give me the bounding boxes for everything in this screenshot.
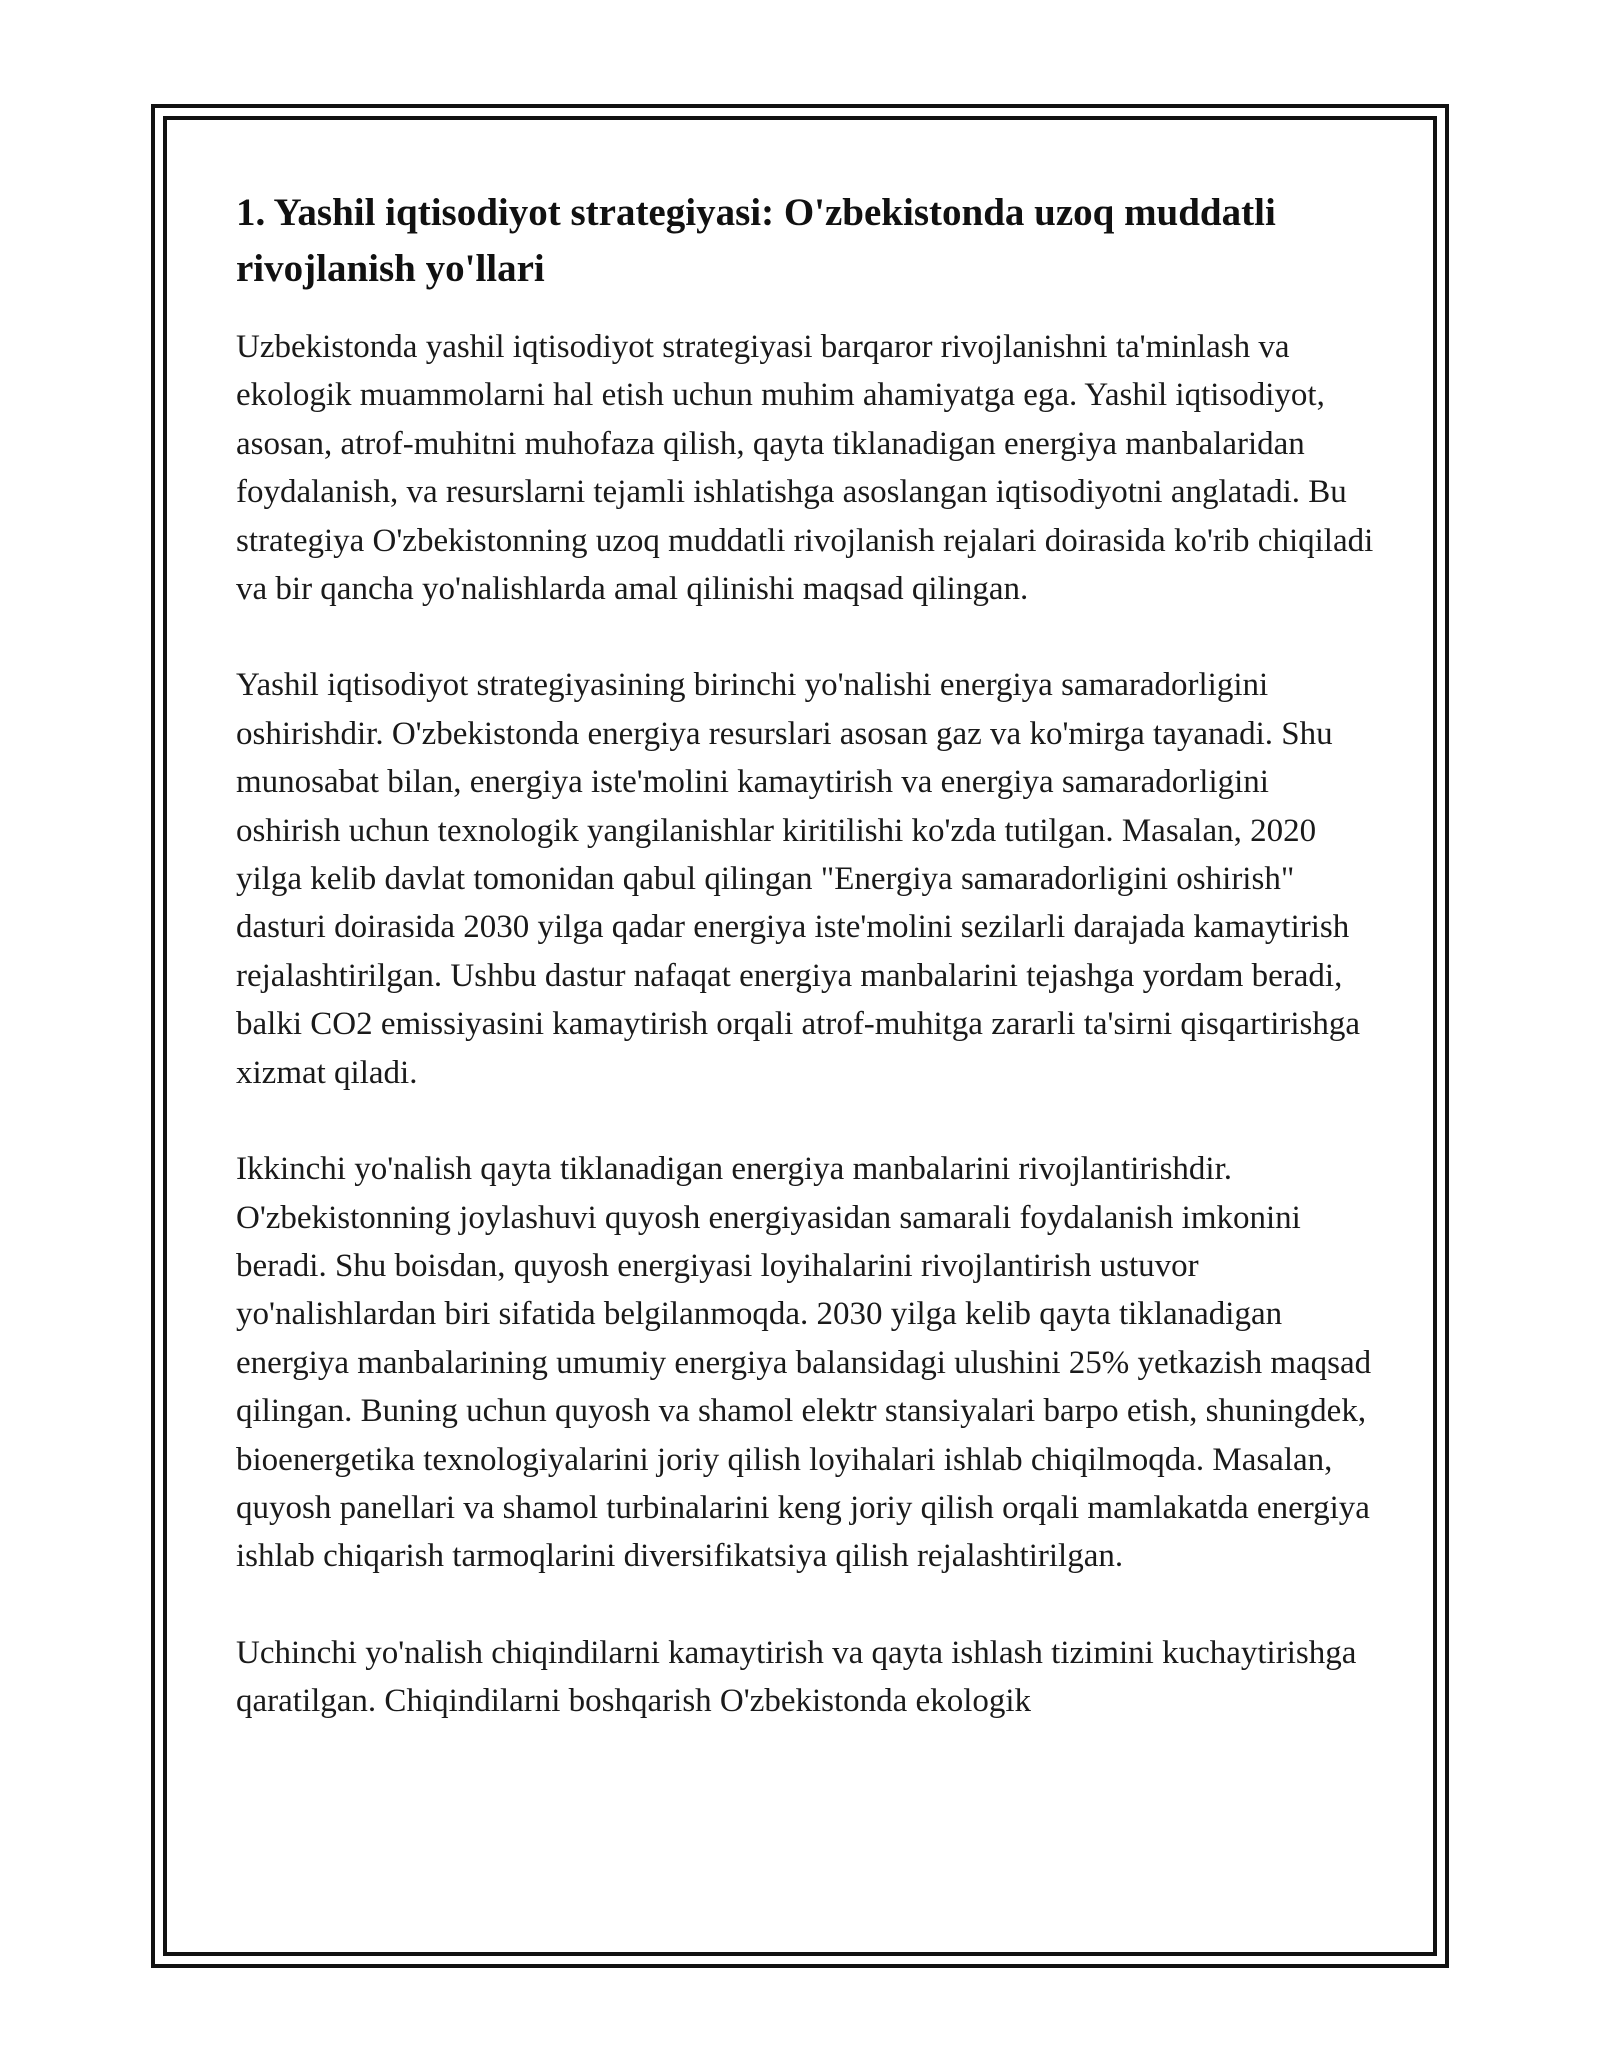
document-body bbox=[236, 185, 1376, 1774]
paragraph-renewable-energy: Ikkinchi yo'nalish qayta tiklanadigan energiya manbalarini rivojlantirishdir. O'zbekistonning joylashuvi quyosh energiyasidan samarali foydalanish imkonini beradi. Shu boisdan, quyosh energiyasi loyihalarini rivojlantirish ustuvor yo'nalishlardan biri sifatida belgilanmoqda. 2030 yilga kelib qayta tiklanadigan energiya manbalarining umumiy energiya balansidagi ulushini 25% yetkazish maqsad qilingan. Buning uchun quyosh va shamol elektr stansiyalari barpo etish, shuningdek, bioenergetika texnologiyalarini joriy qilish loyihalari ishlab chiqilmoqda. Masalan, quyosh panellari va shamol turbinalarini keng joriy qilish orqali mamlakatda energiya ishlab chiqarish tarmoqlarini diversifikatsiya qilish rejalashtirilgan. bbox=[236, 1151, 1372, 1575]
document-title: 1. Yashil iqtisodiyot strategiyasi: O'zbekistonda uzoq muddatli rivojlanish yo'llari bbox=[236, 191, 1276, 290]
paragraph-waste-management: Uchinchi yo'nalish chiqindilarni kamaytirish va qayta ishlash tizimini kuchaytirishga qaratilgan. Chiqindilarni boshqarish O'zbekistonda ekologik bbox=[236, 1634, 1357, 1720]
paragraph-introduction: Uzbekistonda yashil iqtisodiyot strategiyasi barqaror rivojlanishni ta'minlash va ekologik muammolarni hal etish uchun muhim ahamiyatga ega. Yashil iqtisodiyot, asosan, atrof-muhitni muhofaza qilish, qayta tiklanadigan energiya manbalaridan foydalanish, va resurslarni tejamli ishlatishga asoslangan iqtisodiyotni anglatadi. Bu strategiya O'zbekistonning uzoq muddatli rivojlanish rejalari doirasida ko'rib chiqiladi va bir qancha yo'nalishlarda amal qilinishi maqsad qilingan. bbox=[236, 329, 1374, 608]
paragraph-energy-efficiency: Yashil iqtisodiyot strategiyasining birinchi yo'nalishi energiya samaradorligini oshirishdir. O'zbekistonda energiya resurslari asosan gaz va ko'mirga tayanadi. Shu munosabat bilan, energiya iste'molini kamaytirish va energiya samaradorligini oshirish uchun texnologik yangilanishlar kiritilishi ko'zda tutilgan. Masalan, 2020 yilga kelib davlat tomonidan qabul qilingan "Energiya samaradorligini oshirish" dasturi doirasida 2030 yilga qadar energiya iste'molini sezilarli darajada kamaytirish rejalashtirilgan. Ushbu dastur nafaqat energiya manbalarini tejashga yordam beradi, balki CO2 emissiyasini kamaytirish orqali atrof-muhitga zararli ta'sirni qisqartirishga xizmat qiladi. bbox=[236, 667, 1361, 1091]
